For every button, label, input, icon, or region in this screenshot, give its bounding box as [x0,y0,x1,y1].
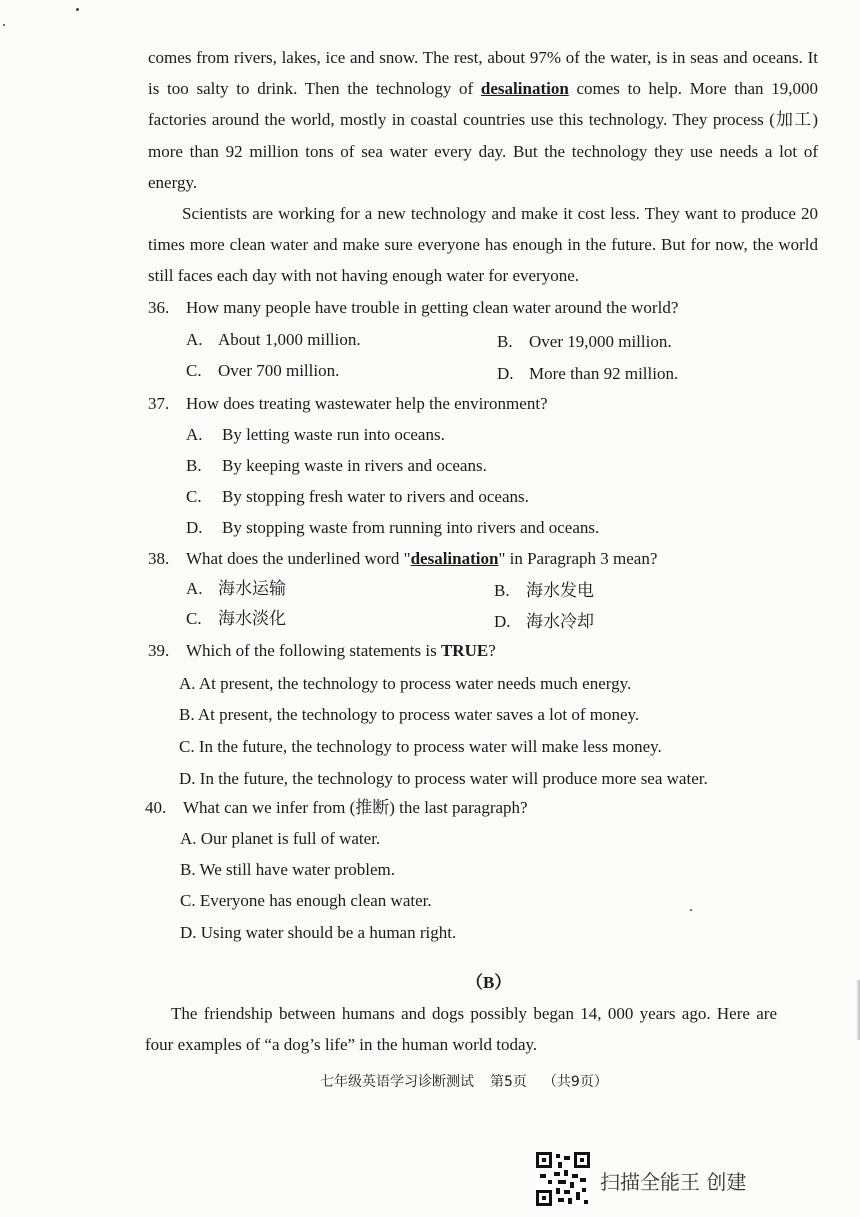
option-39-c[interactable]: C. In the future, the technology to process water will make less money. [179,737,662,756]
scan-speck [3,24,5,26]
question-number: 37. [148,394,170,413]
passage-paragraph-4: Scientists are working for a new technology and make it cost less. They want to produce 20 times more clean water and make sure everyone has enough in the future. But for now, the world still faces each day with not having enough water for everyone. [148,204,818,286]
option-37-c[interactable]: C. By stopping fresh water to rivers and oceans. [186,487,529,506]
option-38-a[interactable]: A. 海水运输 [186,579,286,598]
question-number: 39. [148,641,170,660]
emphasis-word: TRUE [440,641,489,660]
scan-speck [690,909,692,911]
question-text: What does the underlined word " [186,549,411,568]
page-number: 第5页 [490,1074,527,1090]
question-text: " in Paragraph 3 mean? [498,549,658,568]
question-text: Which of the following statements is [186,641,441,660]
question-text: ? [488,641,496,660]
section-heading: （B） [466,973,512,992]
question-text: What can we infer from (推断) the last paragraph? [183,798,528,817]
question-text: How does treating wastewater help the environment? [186,394,548,413]
qr-code-icon [536,1152,590,1206]
option-40-c[interactable]: C. Everyone has enough clean water. [180,891,432,910]
option-37-b[interactable]: B. By keeping waste in rivers and oceans. [186,456,487,475]
option-40-b[interactable]: B. We still have water problem. [180,860,396,879]
question-text: How many people have trouble in getting clean water around the world? [186,298,679,317]
passage-paragraph-3 [148,42,818,198]
option-38-b[interactable]: B. 海水发电 [494,581,594,600]
question-number: 36. [148,298,170,317]
underlined-word: desalination [410,549,499,568]
question-37 [148,394,548,414]
option-36-d[interactable]: D. More than 92 million. [497,364,679,383]
option-36-b[interactable]: B. Over 19,000 million. [497,332,672,351]
page-total: （共9页） [542,1074,608,1090]
question-number: 40. [145,798,167,817]
option-39-a[interactable]: A. At present, the technology to process water needs much energy. [179,674,632,693]
question-number: 38. [148,549,170,568]
option-38-d[interactable]: D. 海水冷却 [494,612,594,631]
page-footer [320,1071,608,1091]
option-39-b[interactable]: B. At present, the technology to process water saves a lot of money. [179,705,640,724]
option-37-a[interactable]: A. By letting waste run into oceans. [186,425,445,444]
option-40-a[interactable]: A. Our planet is full of water. [180,829,381,848]
option-37-d[interactable]: D. By stopping waste from running into rivers and oceans. [186,518,600,537]
scan-edge-shadow [856,980,860,1040]
option-38-c[interactable]: C. 海水淡化 [186,609,286,628]
passage-text: comes from rivers, lakes, ice and snow. The rest, about 97% of the water, is in seas and oceans. It is too salty to drink. Then the technology of [148,48,818,99]
exam-title: 七年级英语学习诊断测试 [320,1074,474,1090]
option-39-d[interactable]: D. In the future, the technology to process water will produce more sea water. [179,769,708,788]
scanner-watermark: 扫描全能王 创建 [600,1170,747,1194]
underlined-word: desalination [480,79,569,99]
option-36-a[interactable]: A. About 1,000 million. [186,330,361,349]
question-38 [148,549,657,569]
section-b-intro: The friendship between humans and dogs possibly began 14, 000 years ago. Here are four examples of “a dog’s life” in the human world today. [145,1004,777,1055]
passage-text: comes to help. More than 19,000 factories around the world, mostly in coastal countries use this technology. They process (加工) more than 92 million tons of sea water every day. But the technology they use needs a lot of energy. [148,79,818,192]
option-36-c[interactable]: C. Over 700 million. [186,361,340,380]
option-40-d[interactable]: D. Using water should be a human right. [180,923,457,942]
question-36 [148,298,678,318]
scan-speck [76,8,79,11]
question-40 [145,798,528,818]
question-39 [148,641,496,661]
